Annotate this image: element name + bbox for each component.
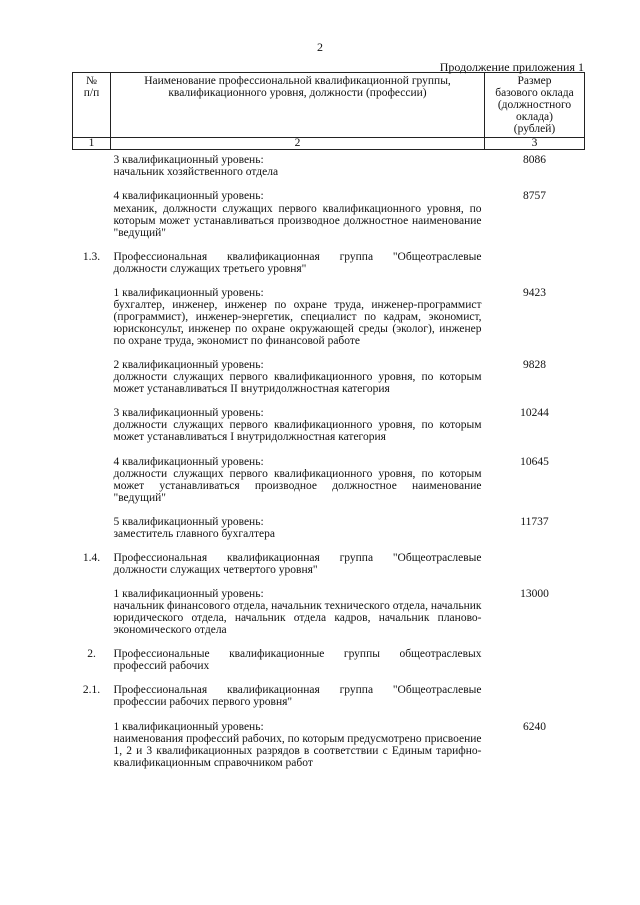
header-row <box>73 73 585 138</box>
row-description <box>111 251 485 287</box>
row-text: начальник финансового отдела, начальник технического отдела, начальник юридического отдела, начальник отдела кадров, начальник планово-экономического отдела <box>113 600 482 637</box>
qualification-level: 1 квалификационный уровень: <box>113 720 264 733</box>
row-text: Профессиональная квалификационная группа "Общеотраслевые должности служащих третьего уровня" <box>113 250 482 275</box>
base-salary <box>485 648 585 684</box>
qualification-level: 1 квалификационный уровень: <box>113 286 264 299</box>
row-number <box>73 456 111 516</box>
base-salary <box>485 552 585 588</box>
row-number <box>73 150 111 191</box>
row-text: начальник хозяйственного отдела <box>113 166 279 179</box>
row-description <box>111 588 485 648</box>
table-row <box>73 552 585 588</box>
column-number: 2 <box>111 138 485 150</box>
row-description <box>111 190 485 250</box>
row-number <box>73 721 111 781</box>
qualification-level: 4 квалификационный уровень: <box>113 455 264 468</box>
row-description <box>111 684 485 720</box>
header-number: № п/п <box>73 73 111 138</box>
table-row <box>73 251 585 287</box>
row-text: должности служащих первого квалификационного уровня, по которым может устанавливаться I внутридолжностная категория <box>113 419 482 444</box>
row-number: 2.1. <box>82 684 101 697</box>
base-salary: 8086 <box>523 154 546 167</box>
row-text: должности служащих первого квалификационного уровня, по которым может устанавливаться производное должностное наименование "ведущий" <box>113 467 482 504</box>
table-row <box>73 287 585 359</box>
header-name: Наименование профессиональной квалификационной группы, квалификационного уровня, должности (профессии) <box>111 73 485 138</box>
page-number: 2 <box>317 40 323 54</box>
qualification-level: 1 квалификационный уровень: <box>113 588 264 600</box>
row-text: заместитель главного бухгалтера <box>113 527 276 540</box>
row-number <box>73 359 111 407</box>
row-number: 1.3. <box>82 250 101 263</box>
row-text: Профессиональные квалификационные группы общеотраслевых профессий рабочих <box>113 648 482 673</box>
continuation-label: Продолжение приложения 1 <box>439 60 584 74</box>
row-number: 2. <box>87 648 96 661</box>
table-row <box>73 648 585 684</box>
base-salary: 11737 <box>520 515 549 528</box>
table-row <box>73 407 585 455</box>
header-salary: Размер базового оклада (должностного оклада) (рублей) <box>485 73 585 138</box>
base-salary: 9423 <box>523 286 546 299</box>
row-description <box>111 516 485 552</box>
table-row <box>73 359 585 407</box>
qualification-level: 3 квалификационный уровень: <box>113 154 264 167</box>
row-description <box>111 407 485 455</box>
row-text: Профессиональная квалификационная группа "Общеотраслевые профессии рабочих первого уровня" <box>113 684 482 709</box>
salary-table <box>72 72 585 781</box>
row-number <box>73 190 111 250</box>
base-salary: 10244 <box>520 407 549 420</box>
table-row <box>73 516 585 552</box>
row-text: должности служащих первого квалификационного уровня, по которым может устанавливаться II внутридолжностная категория <box>113 371 482 396</box>
qualification-level: 2 квалификационный уровень: <box>113 359 264 372</box>
row-description <box>111 287 485 359</box>
base-salary: 9828 <box>523 359 546 372</box>
table-row <box>73 456 585 516</box>
row-description <box>111 721 485 781</box>
row-text: Профессиональная квалификационная группа "Общеотраслевые должности служащих четвертого уровня" <box>113 551 482 576</box>
qualification-level: 3 квалификационный уровень: <box>113 407 264 420</box>
row-description <box>111 552 485 588</box>
row-text: бухгалтер, инженер, инженер по охране труда, инженер-программист (программист), инженер-энергетик, специалист по кадрам, экономист, юрисконсульт, инженер по охране окружающей среды (эколог), инженер по охране труда, экономист по финансовой работе <box>113 298 482 348</box>
column-number: 3 <box>485 138 585 150</box>
base-salary <box>485 251 585 287</box>
table-row <box>73 721 585 781</box>
base-salary: 8757 <box>523 190 546 203</box>
row-number <box>73 516 111 552</box>
base-salary: 10645 <box>520 455 549 468</box>
row-text: наименования профессий рабочих, по которым предусмотрено присвоение 1, 2 и 3 квалификационных разрядов в соответствии с Единым тарифно-квалификационным справочником работ <box>113 732 482 769</box>
row-number <box>73 287 111 359</box>
row-number <box>73 588 111 648</box>
row-number: 1.4. <box>82 551 101 564</box>
row-description <box>111 359 485 407</box>
qualification-level: 4 квалификационный уровень: <box>113 190 264 203</box>
table-row <box>73 190 585 250</box>
row-description <box>111 150 485 191</box>
row-description <box>111 648 485 684</box>
table-row <box>73 150 585 191</box>
table-row <box>73 588 585 648</box>
row-number <box>73 407 111 455</box>
table-row <box>73 684 585 720</box>
column-number: 1 <box>73 138 111 150</box>
qualification-level: 5 квалификационный уровень: <box>113 515 264 528</box>
row-text: механик, должности служащих первого квалификационного уровня, по которым может устанавливаться производное должностное наименование "ведущий" <box>113 202 482 239</box>
row-description <box>111 456 485 516</box>
base-salary: 6240 <box>523 720 546 733</box>
base-salary <box>485 684 585 720</box>
column-number-row <box>73 138 585 150</box>
base-salary: 13000 <box>520 588 549 600</box>
